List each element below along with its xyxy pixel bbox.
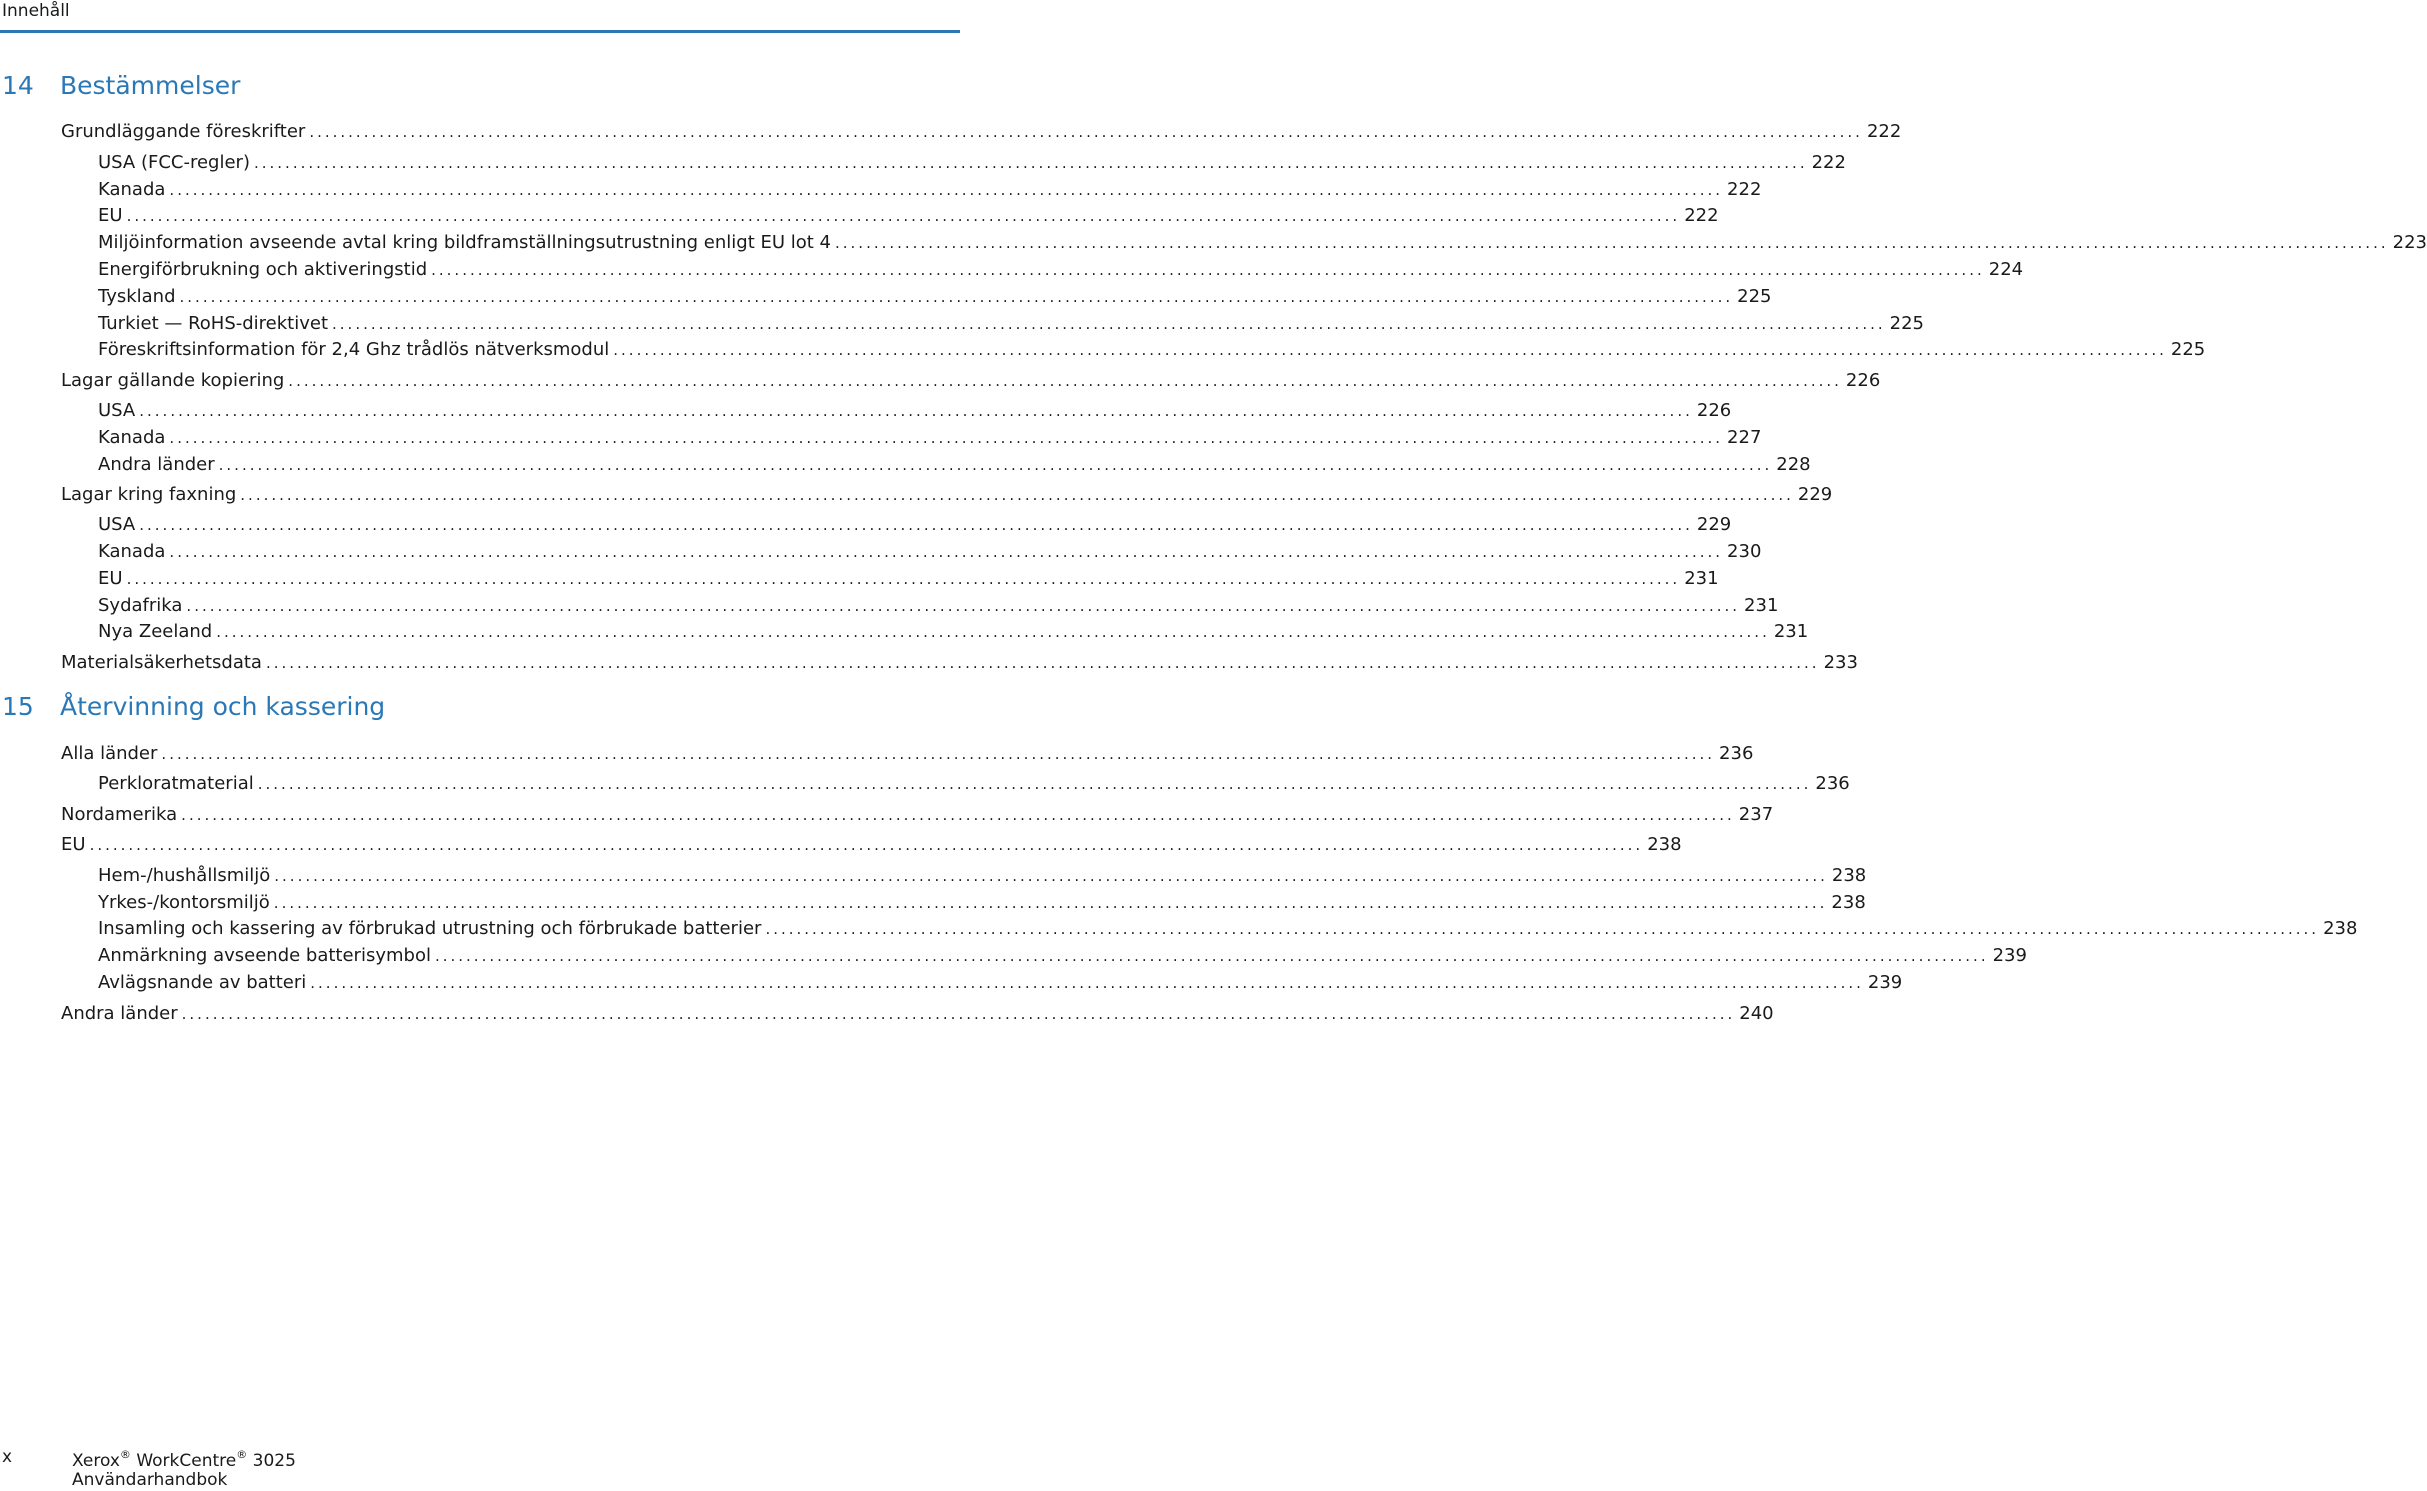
toc-entry-title: Lagar kring faxning: [61, 484, 237, 505]
running-header: Innehåll: [2, 1, 70, 21]
toc-entry-page: 236: [1719, 743, 1754, 764]
dot-leader: ........................................................................................................................................................................................................: [179, 288, 1734, 306]
toc-entry-title: Yrkes-/kontorsmiljö: [98, 892, 270, 913]
toc-entry-page: 225: [2170, 339, 2206, 360]
brand-name: Xerox: [72, 1451, 120, 1471]
dot-leader: ........................................................................................................................................................................................................: [274, 867, 1828, 885]
dot-leader: ........................................................................................................................................................................................................: [169, 429, 1724, 447]
chapter-title: Återvinning och kassering: [60, 692, 386, 721]
toc-entry[interactable]: [61, 1003, 1774, 1025]
toc-entry-page: 222: [1866, 121, 1902, 142]
guide-title: Användarhandbok: [72, 1470, 228, 1490]
dot-leader: ........................................................................................................................................................................................................: [240, 486, 1794, 504]
toc-entry[interactable]: [98, 152, 1846, 174]
dot-leader: ........................................................................................................................................................................................................: [835, 234, 2389, 252]
toc-entry-title: EU: [98, 205, 123, 226]
toc-entry-title: Energiförbrukning och aktiveringstid: [98, 259, 428, 280]
dot-leader: ........................................................................................................................................................................................................: [181, 1005, 1736, 1023]
chapter-number: 15: [2, 692, 34, 721]
toc-entry-title: Anmärkning avseende batterisymbol: [98, 945, 431, 966]
toc-entry-title: USA (FCC-regler): [98, 152, 250, 173]
dot-leader: ........................................................................................................................................................................................................: [434, 947, 1989, 965]
toc-entry-page: 231: [1773, 621, 1809, 642]
toc-entry-page: 229: [1696, 514, 1732, 535]
toc-entry[interactable]: [98, 259, 2024, 281]
toc-entry-page: 240: [1739, 1003, 1774, 1024]
chapter-number: 14: [2, 71, 34, 100]
toc-entry-page: 231: [1744, 595, 1779, 616]
toc-entry[interactable]: [61, 743, 1754, 765]
dot-leader: ........................................................................................................................................................................................................: [257, 775, 1812, 793]
dot-leader: ........................................................................................................................................................................................................: [186, 597, 1741, 615]
toc-entry[interactable]: [98, 541, 1762, 563]
toc-entry-page: 231: [1684, 568, 1719, 589]
toc-entry-title: Alla länder: [61, 743, 158, 764]
toc-entry-page: 238: [2323, 918, 2358, 939]
toc-entry-title: EU: [61, 834, 86, 855]
toc-entry-page: 228: [1776, 454, 1811, 475]
toc-entry-page: 222: [1811, 152, 1846, 173]
chapter-heading[interactable]: [2, 71, 240, 101]
dot-leader: ........................................................................................................................................................................................................: [273, 894, 1828, 912]
toc-entry-title: Sydafrika: [98, 595, 183, 616]
toc-entry-page: 238: [1647, 834, 1682, 855]
dot-leader: ........................................................................................................................................................................................................: [253, 154, 1808, 172]
toc-entry-page: 239: [1867, 972, 1903, 993]
toc-entry-title: Grundläggande föreskrifter: [61, 121, 306, 142]
dot-leader: ........................................................................................................................................................................................................: [765, 920, 2320, 938]
toc-entry-page: 233: [1823, 652, 1858, 673]
toc-entry-title: Andra länder: [98, 454, 215, 475]
dot-leader: ........................................................................................................................................................................................................: [181, 806, 1735, 824]
chapter-title: Bestämmelser: [60, 71, 241, 100]
dot-leader: ........................................................................................................................................................................................................: [265, 654, 1820, 672]
toc-entry-page: 238: [1831, 865, 1867, 886]
toc-entry-title: USA: [98, 400, 136, 421]
toc-entry[interactable]: [98, 313, 1924, 335]
registered-mark: ®: [119, 1448, 131, 1461]
toc-entry[interactable]: [61, 121, 1902, 143]
dot-leader: ........................................................................................................................................................................................................: [139, 402, 1693, 420]
toc-entry-page: 237: [1738, 804, 1774, 825]
dot-leader: ........................................................................................................................................................................................................: [169, 543, 1724, 561]
product-model: 3025: [252, 1451, 296, 1471]
toc-entry[interactable]: [98, 773, 1850, 795]
toc-entry-title: Nya Zeeland: [98, 621, 213, 642]
toc-entry[interactable]: [98, 427, 1762, 449]
toc-entry-page: 222: [1727, 179, 1762, 200]
toc-entry[interactable]: [61, 804, 1774, 826]
toc-entry[interactable]: [61, 652, 1858, 674]
toc-entry-page: 222: [1684, 205, 1719, 226]
dot-leader: ........................................................................................................................................................................................................: [288, 372, 1842, 390]
toc-entry-title: Avlägsnande av batteri: [98, 972, 307, 993]
toc-entry[interactable]: [98, 865, 1867, 887]
toc-entry-title: Materialsäkerhetsdata: [61, 652, 262, 673]
toc-entry[interactable]: [61, 370, 1881, 392]
toc-entry[interactable]: [98, 595, 1779, 617]
header-rule: [0, 30, 960, 33]
dot-leader: ........................................................................................................................................................................................................: [218, 456, 1773, 474]
toc-entry[interactable]: [98, 454, 1811, 476]
toc-entry-title: Andra länder: [61, 1003, 178, 1024]
toc-entry-page: 230: [1727, 541, 1762, 562]
toc-entry-title: EU: [98, 568, 123, 589]
toc-entry[interactable]: [61, 834, 1682, 856]
toc-entry-page: 226: [1845, 370, 1881, 391]
dot-leader: ........................................................................................................................................................................................................: [613, 341, 2167, 359]
dot-leader: ........................................................................................................................................................................................................: [161, 745, 1716, 763]
dot-leader: ........................................................................................................................................................................................................: [310, 974, 1864, 992]
toc-entry-title: Kanada: [98, 541, 166, 562]
toc-entry-title: Nordamerika: [61, 804, 178, 825]
dot-leader: ........................................................................................................................................................................................................: [431, 261, 1985, 279]
toc-entry-page: 238: [1831, 892, 1866, 913]
toc-entry-page: 225: [1737, 286, 1772, 307]
toc-entry-title: Insamling och kassering av förbrukad utrustning och förbrukade batterier: [98, 918, 762, 939]
product-name: [72, 1444, 296, 1472]
chapter-heading[interactable]: [2, 692, 385, 722]
toc-entry-title: USA: [98, 514, 136, 535]
dot-leader: ........................................................................................................................................................................................................: [216, 623, 1770, 641]
dot-leader: ........................................................................................................................................................................................................: [139, 516, 1693, 534]
toc-entry-page: 227: [1727, 427, 1762, 448]
toc-entry[interactable]: [98, 339, 2206, 361]
product-line: WorkCentre: [136, 1451, 237, 1471]
toc-entry[interactable]: [98, 945, 2027, 967]
toc-entry-title: Tyskland: [98, 286, 176, 307]
toc-entry[interactable]: [98, 568, 1719, 590]
page-marker: x: [2, 1447, 13, 1467]
dot-leader: ........................................................................................................................................................................................................: [332, 315, 1886, 333]
toc-entry-title: Miljöinformation avseende avtal kring bildframställningsutrustning enligt EU lot 4: [98, 232, 831, 253]
toc-entry[interactable]: [98, 286, 1772, 308]
toc-entry-title: Hem-/hushållsmiljö: [98, 865, 271, 886]
toc-entry-page: 236: [1815, 773, 1850, 794]
toc-entry[interactable]: [98, 918, 2358, 940]
toc-entry[interactable]: [98, 232, 2427, 254]
toc-entry-page: 225: [1889, 313, 1924, 334]
registered-mark: ®: [236, 1448, 248, 1461]
toc-entry[interactable]: [98, 400, 1732, 422]
toc-entry-page: 224: [1988, 259, 2024, 280]
toc-entry[interactable]: [98, 205, 1719, 227]
toc-entry[interactable]: [98, 972, 1903, 994]
toc-entry-title: Lagar gällande kopiering: [61, 370, 285, 391]
toc-entry-title: Föreskriftsinformation för 2,4 Ghz trådlös nätverksmodul: [98, 339, 610, 360]
dot-leader: ........................................................................................................................................................................................................: [126, 207, 1681, 225]
toc-entry-title: Kanada: [98, 427, 166, 448]
toc-entry-title: Turkiet — RoHS-direktivet: [98, 313, 329, 334]
toc-entry-page: 226: [1696, 400, 1732, 421]
toc-entry-page: 223: [2392, 232, 2427, 253]
toc-entry-title: Kanada: [98, 179, 166, 200]
dot-leader: ........................................................................................................................................................................................................: [309, 123, 1863, 141]
toc-entry-title: Perkloratmaterial: [98, 773, 254, 794]
toc-entry[interactable]: [98, 621, 1809, 643]
toc-entry[interactable]: [98, 179, 1762, 201]
toc-entry[interactable]: [98, 514, 1732, 536]
toc-entry-page: 239: [1992, 945, 2027, 966]
toc-entry[interactable]: [61, 484, 1833, 506]
toc-entry-page: 229: [1797, 484, 1833, 505]
dot-leader: ........................................................................................................................................................................................................: [169, 181, 1724, 199]
dot-leader: ........................................................................................................................................................................................................: [126, 570, 1681, 588]
toc-entry[interactable]: [98, 892, 1866, 914]
dot-leader: ........................................................................................................................................................................................................: [89, 836, 1644, 854]
